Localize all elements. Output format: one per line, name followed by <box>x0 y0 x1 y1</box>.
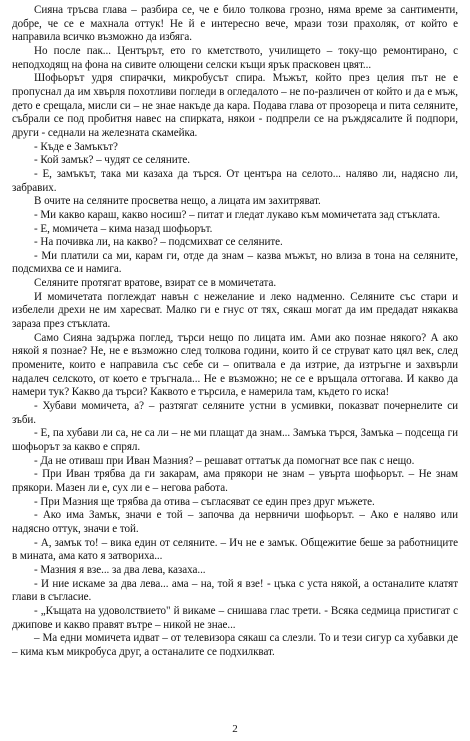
paragraph: Шофьорът удря спирачки, микробусът спира. Мъжът, който през целия път не е пропуснал да им хвърля похотливи погледи в огледалото – не по-различен от който и да е мъж, дето е срещала, мисли си – не знае накъде да кара. Подава глава от прозореца и пита селяните, събрали се под пробитня навес на спирката, някои - подпрели се на ръждясалите й подпори, други - седнали на железната скамейка. <box>12 72 458 139</box>
paragraph: В очите на селяните просветва нещо, а лицата им захитряват. <box>34 195 321 208</box>
paragraph: - Кой замък? – чудят се селяните. <box>34 154 190 167</box>
paragraph: - При Мазния ще трябва да отива – съгласяват се един през друг мъжете. <box>34 495 375 508</box>
paragraph: - Хубави момичета, а? – разтягат селяните устни в усмивки, показват почернелите си зъби. <box>12 400 458 426</box>
paragraph: Селяните протягат вратове, взират се в момичетата. <box>34 277 277 290</box>
paragraph: Само Сияна задържа поглед, търси нещо по лицата им. Ами ако познае някого? А ако някой я познае? Не, не е възможно след толкова години, които й се струват като цял век, след промените, които е направила със себе си – опитвала е да изтрие, да изтръгне и захвърли надалеч селското, от което е тръгнала... Не е възможно; не се е връщала оттогава. И какво да намери тук? Какво да търси? Каквото е търсила, е намерила там, където го иска! <box>12 331 458 399</box>
paragraph: - Ми платили са ми, карам ги, отде да знам – казва мъжът, но влиза в тона на селяните, подсмихва се и намига. <box>12 249 458 276</box>
paragraph: - Да не отиваш при Иван Мазния? – решават оттатък да помогнат все пак с нещо. <box>34 454 415 467</box>
paragraph: - Мазния я взе... за два лева, казаха... <box>34 563 206 576</box>
paragraph: - При Иван трябва да ги закарам, ама прякори не знам – увърта шофьорът. – Не знам прякори. Мазен ли е, сух ли е – негова работа. <box>12 468 458 494</box>
paragraph: - Е, па хубави ли са, не са ли – не ми плащат да знам... Замъка търся, Замъка – подсеща ги шофьорът за какво е спрял. <box>12 427 458 453</box>
paragraph: - Ако има Замък, значи е той – започва да нервничи шофьорът. – Ако е наляво или надясно оттук, значи е той. <box>12 509 458 535</box>
paragraph: – Ма едни момичета идват – от телевизора сякаш са слезли. То и тези сигур са хубавки де – кима към микробуса друг, а останалите се подхилкват. <box>12 632 458 658</box>
paragraph: Но после пак... Центърът, ето го кметството, училището – току-що ремонтирано, с неподходящ на фона на сивите олющени селски къщи ярък праскoвен цвят... <box>12 44 458 71</box>
body-text <box>12 4 458 660</box>
page-number: 2 <box>232 723 238 735</box>
paragraph: - Къде е Замъкът? <box>34 140 118 153</box>
paragraph: - Е, замъкът, така ми казаха да търся. От центъра на селото... наляво ли, надясно ли, забравих. <box>12 167 458 194</box>
paragraph: Сияна тръсва глава – разбира се, че е било толкова грозно, няма време за сантименти, добре, че се е махнала оттук! Не й е интересно вече, мрази този прахоляк, от който е направила всичко възможно да избяга. <box>12 4 458 44</box>
paragraph: - И ние искаме за два лева... ама – на, той я взе! - цъка с уста някой, а останалите клатят глави в съгласие. <box>12 577 458 604</box>
paragraph: - Е, момичета – кима назад шофьорът. <box>34 222 213 235</box>
paragraph: - На почивка ли, на какво? – подсмихват се селяните. <box>34 236 283 249</box>
paragraph: И момичетата поглеждат навън с нежелание и леко надменно. Селяните със стари и избелели дрехи не им харесват. Малко ги е гнус от тях, сякаш могат да им предадат някаква зараза през стъклата. <box>12 290 458 331</box>
paragraph: - „Къщата на удоволствието" й викаме – снишава глас трети. - Всяка седмица пристигат с джипове и какво правят вътре – никой не знае... <box>12 604 458 631</box>
paragraph: - А, замък то! – вика един от селяните. – Ич не е замък. Общежитие беше за работниците в мината, ама като я затвориха... <box>12 536 458 563</box>
paragraph: - Ми какво караш, какво носиш? – питат и гледат лукаво към момичетата зад стъклата. <box>34 208 441 221</box>
